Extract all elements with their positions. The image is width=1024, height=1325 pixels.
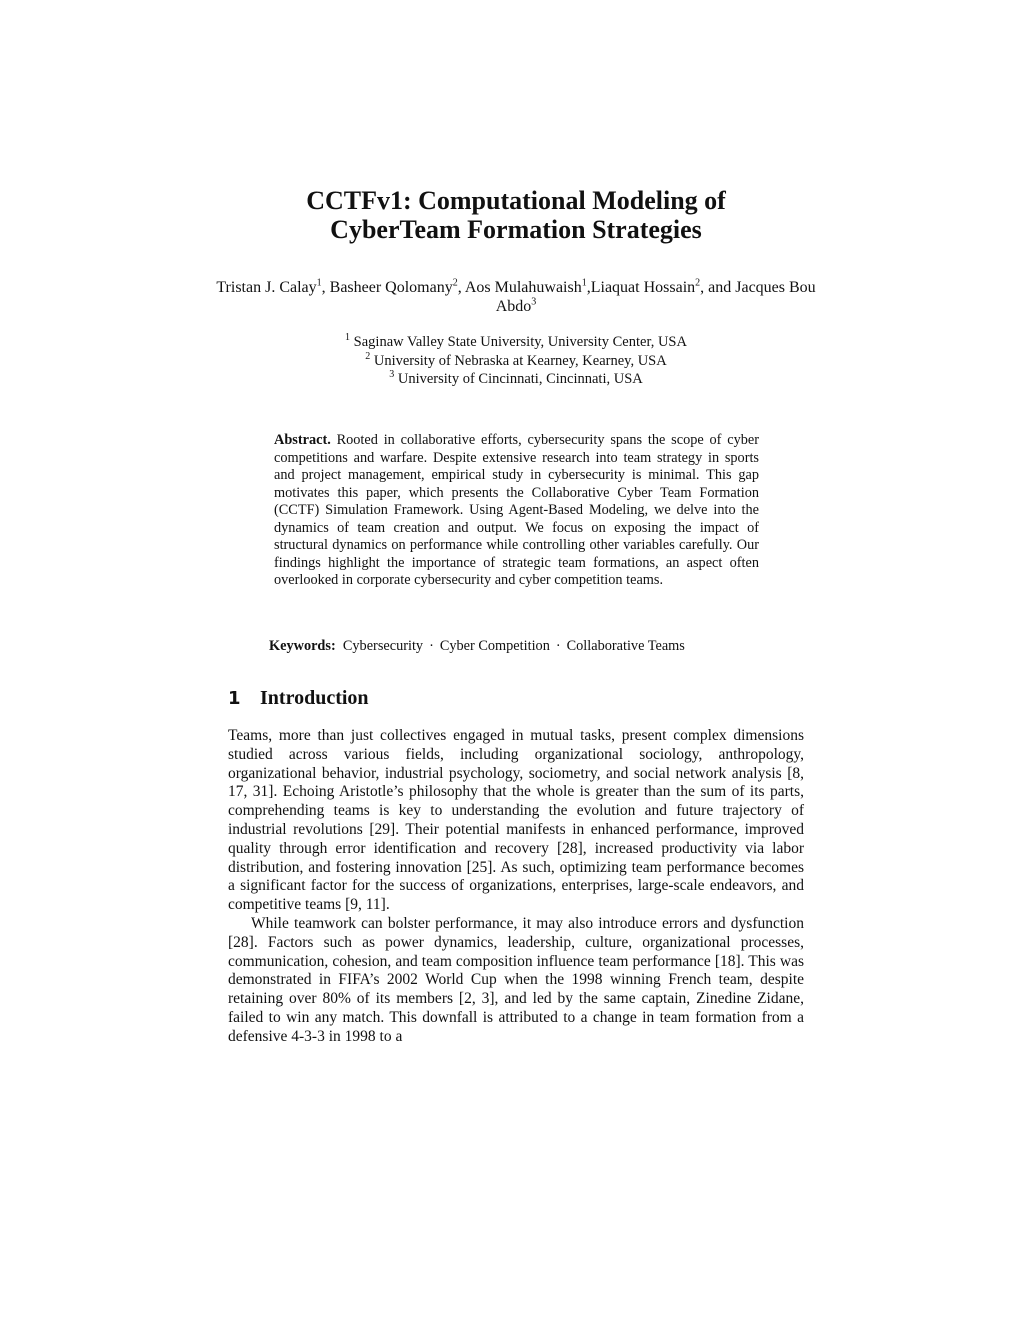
keyword-separator: · xyxy=(429,638,434,654)
author-list xyxy=(212,278,820,316)
body-paragraph: Teams, more than just collectives engaged in mutual tasks, present complex dimensions studied across various fields, including organizational sociology, anthropology, organizational behavior, industrial psychology, sociometry, and social network analysis [8, 17, 31]. Echoing Aristotle’s philosophy that the whole is greater than the sum of its parts, comprehending teams is key to understanding the evolution and future trajectory of industrial revolutions [29]. Their potential manifests in enhanced performance, improved quality through error identification and recovery [28], increased productivity via labor distribution, and fostering innovation [25]. As such, optimizing team performance becomes a significant factor for the success of organizations, enterprises, large-scale endeavors, and competitive teams [9, 11]. xyxy=(228,727,804,914)
keyword: Cybersecurity xyxy=(342,638,424,654)
author-name: , Aos Mulahuwaish xyxy=(457,279,582,296)
section-title: Introduction xyxy=(260,687,369,709)
affiliation-text: Saginaw Valley State University, University Center, USA xyxy=(350,334,687,350)
affiliation-text: University of Nebraska at Kearney, Kearney, USA xyxy=(370,352,667,369)
title-line-2: CyberTeam Formation Strategies xyxy=(330,215,702,244)
affiliation-line xyxy=(212,370,820,389)
affiliation-mark: 1 xyxy=(345,332,351,344)
abstract-label: Abstract. xyxy=(274,432,331,448)
author-affiliation-mark: 1 xyxy=(581,277,587,289)
author-name: Tristan J. Calay xyxy=(216,279,317,296)
affiliation-line xyxy=(212,333,820,352)
section-body xyxy=(228,727,804,1047)
paper-title xyxy=(212,186,820,244)
author-affiliation-mark: 1 xyxy=(316,277,322,289)
affiliation-mark: 2 xyxy=(365,350,371,362)
author-name: , Basheer Qolomany xyxy=(321,279,453,296)
keyword: Collaborative Teams xyxy=(566,638,685,654)
keywords-label: Keywords: xyxy=(269,638,336,654)
author-name: , and Jacques Bou Abdo xyxy=(495,279,816,315)
section-number: 1 xyxy=(228,688,241,709)
keyword-separator: · xyxy=(555,638,561,654)
body-paragraph: While teamwork can bolster performance, it may also introduce errors and dysfunction [28]. Factors such as power dynamics, leadership, culture, organizational processes, communication, cohesion, and team composition influence team performance [18]. This was demonstrated in FIFA’s 2002 World Cup when the 1998 winning French team, despite retaining over 80% of its members [2, 3], and led by the same captain, Zinedine Zidane, failed to win any match. This downfall is attributed to a change in team formation from a defensive 4-3-3 in 1998 to a xyxy=(228,914,804,1045)
title-line-1: CCTFv1: Computational Modeling of xyxy=(306,186,726,215)
affiliation-mark: 3 xyxy=(389,369,395,381)
abstract xyxy=(274,432,759,590)
author-name: ,Liaquat Hossain xyxy=(586,279,696,296)
keyword: Cyber Competition xyxy=(439,638,550,654)
keywords xyxy=(269,638,764,656)
section-heading xyxy=(228,686,369,711)
affiliation-line xyxy=(212,352,820,371)
abstract-text: Rooted in collaborative efforts, cybersecurity spans the scope of cyber competitions and warfare. Despite extensive research into team strategy in sports and project management, empirical study in cybersecurity is minimal. This gap motivates this paper, which presents the Collaborative Cyber Team Formation (CCTF) Simulation Framework. Using Agent-Based Modeling, we delve into the dynamics of team creation and output. We focus on exposing the impact of structural dynamics on performance while controlling other variables carefully. Our findings highlight the importance of strategic team formations, an aspect often overlooked in corporate cybersecurity and cyber competition teams. xyxy=(274,432,759,588)
affiliation-text: University of Cincinnati, Cincinnati, USA xyxy=(394,371,643,387)
affiliation-list xyxy=(212,333,820,389)
author-affiliation-mark: 2 xyxy=(695,277,701,289)
author-affiliation-mark: 3 xyxy=(531,296,537,308)
author-affiliation-mark: 2 xyxy=(452,277,458,289)
